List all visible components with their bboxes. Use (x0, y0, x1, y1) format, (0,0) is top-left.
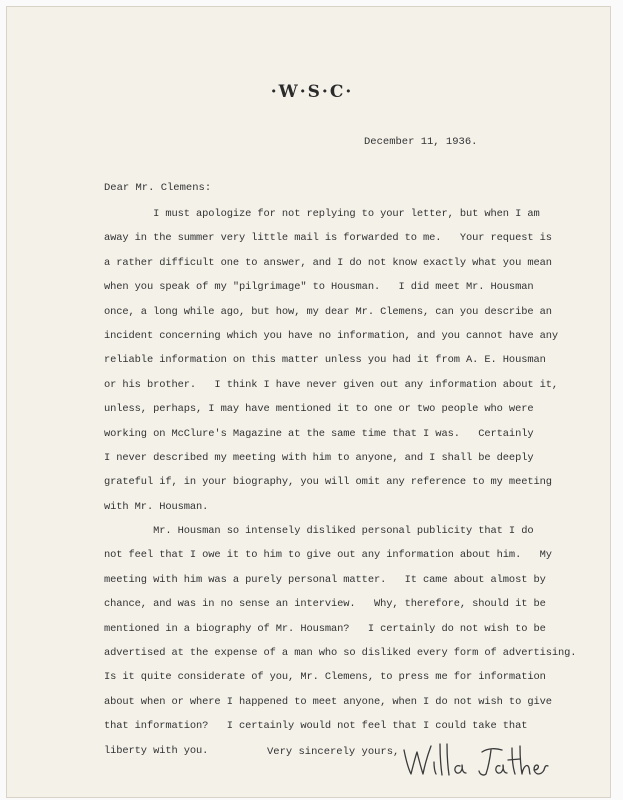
body-line: a rather difficult one to answer, and I do not know exactly what you mean (104, 256, 552, 269)
body-line: grateful if, in your biography, you will omit any reference to my meeting (104, 476, 552, 489)
letter-date: December 11, 1936. (364, 136, 478, 148)
body-line: chance, and was in no sense an interview. Why, therefore, should it be (104, 598, 546, 611)
body-line: once, a long while ago, but how, my dear Mr. Clemens, can you describe an (104, 305, 552, 318)
body-line: I never described my meeting with him to anyone, and I shall be deeply (104, 451, 534, 464)
body-line: or his brother. I think I have never given out any information about it, (104, 378, 559, 391)
handwritten-signature (400, 738, 550, 782)
body-line: that information? I certainly would not feel that I could take that (104, 720, 528, 733)
body-line: working on McClure's Magazine at the same time that I was. Certainly (104, 427, 534, 440)
body-line: not feel that I owe it to him to give out any information about him. My (104, 549, 552, 562)
letter-body (104, 202, 577, 763)
body-line: unless, perhaps, I may have mentioned it to one or two people who were (104, 403, 534, 416)
body-line: mentioned in a biography of Mr. Housman? I certainly do not wish to be (104, 622, 546, 635)
body-line: about when or where I happened to meet anyone, when I do not wish to give (104, 695, 552, 708)
body-line: meeting with him was a purely personal matter. It came about almost by (104, 573, 546, 586)
paragraph-2 (104, 519, 577, 763)
closing: Very sincerely yours, (267, 746, 400, 758)
body-line: Is it quite considerate of you, Mr. Clemens, to press me for information (104, 671, 546, 684)
body-line: liberty with you. (104, 744, 209, 757)
body-line: I must apologize for not replying to your letter, but when I am (104, 208, 540, 220)
body-line: reliable information on this matter unless you had it from A. E. Housman (104, 354, 546, 367)
body-line: away in the summer very little mail is forwarded to me. Your request is (104, 232, 552, 245)
body-line: Mr. Housman so intensely disliked personal publicity that I do (104, 525, 534, 538)
body-line: when you speak of my "pilgrimage" to Housman. I did meet Mr. Housman (104, 281, 534, 294)
paragraph-1 (104, 202, 574, 519)
salutation: Dear Mr. Clemens: (104, 182, 212, 194)
body-line: incident concerning which you have no information, and you cannot have any (104, 329, 559, 342)
letterhead-monogram: ·W·S·C· (270, 82, 354, 102)
body-line: with Mr. Housman. (104, 500, 209, 513)
body-line: advertised at the expense of a man who so disliked every form of advertising. (104, 647, 577, 660)
